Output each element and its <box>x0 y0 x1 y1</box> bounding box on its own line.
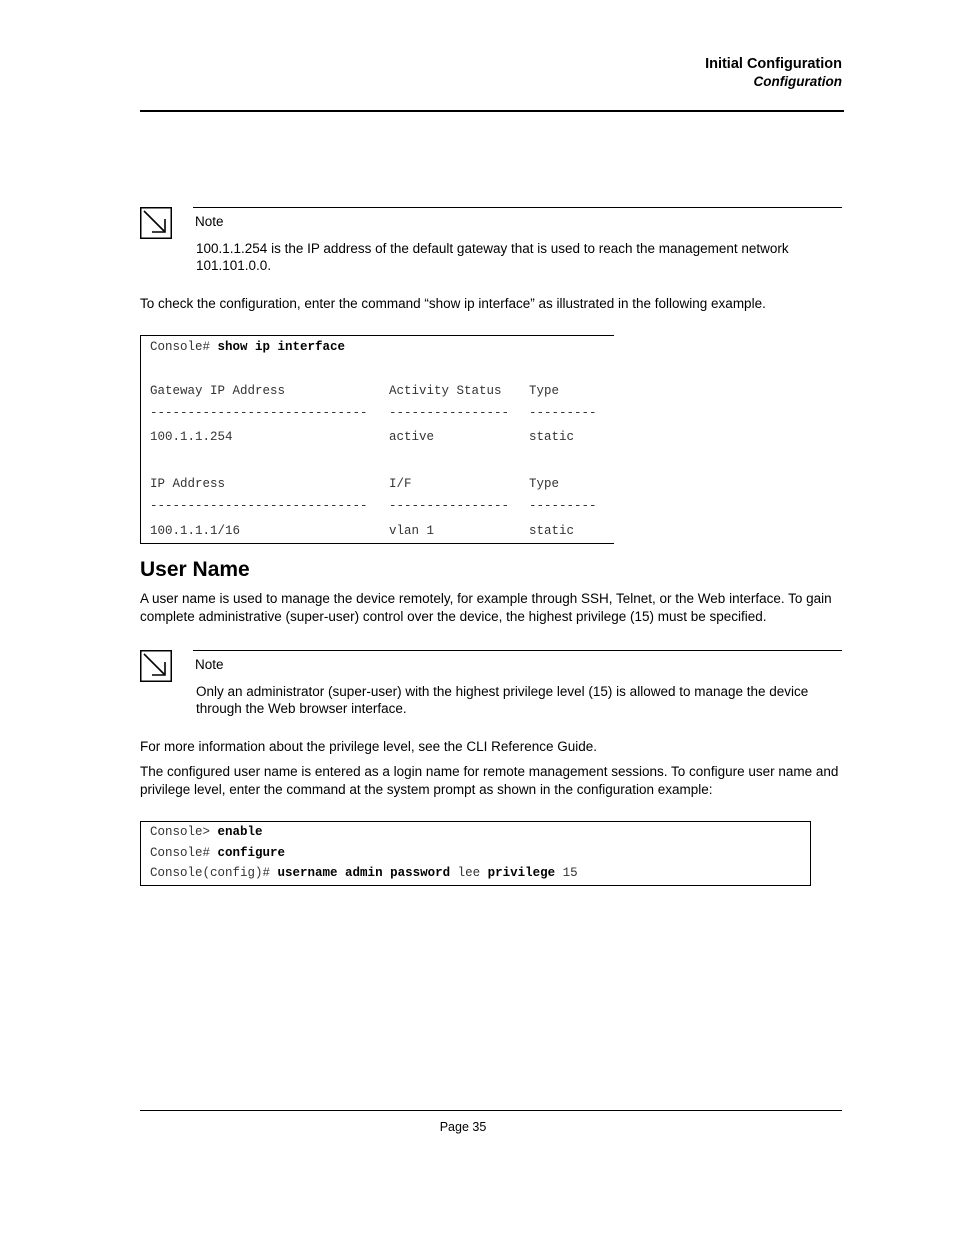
table1-dashes-gateway: ----------------------------- <box>150 406 368 420</box>
code-prompt: Console(config)# <box>150 866 271 880</box>
footer-rule <box>140 1110 842 1111</box>
note-icon <box>140 207 172 239</box>
note-label: Note <box>195 657 224 672</box>
note-text: 100.1.1.254 is the IP address of the default gateway that is used to reach the management network 101.101.0.0. <box>196 241 789 273</box>
note-rule <box>193 650 842 651</box>
paragraph-configure-user: The configured user name is entered as a login name for remote management sessions. To configure user name and privilege level, enter the command at the system prompt as shown in the configuration example: <box>140 764 839 797</box>
code-line-command <box>150 340 345 354</box>
code-line-enable <box>150 825 263 839</box>
paragraph-more-info: For more information about the privilege level, see the CLI Reference Guide. <box>140 739 597 754</box>
table2-dashes-type: --------- <box>529 499 597 513</box>
table2-header-type: Type <box>529 477 560 491</box>
table2-header-if: I/F <box>389 477 412 491</box>
code-block-username <box>140 821 811 886</box>
code-line-username <box>150 866 578 880</box>
table2-header-ip: IP Address <box>150 477 226 491</box>
note-box-gateway <box>140 207 842 277</box>
code-argument: lee <box>457 866 481 880</box>
note-icon <box>140 650 172 682</box>
code-line-configure <box>150 846 285 860</box>
paragraph-user-name-intro: A user name is used to manage the device remotely, for example through SSH, Telnet, or the Web interface. To gain complete administrative (super-user) control over the device, the highest privilege (15) must be specified. <box>140 591 832 624</box>
code-keyword: username admin password <box>277 866 451 880</box>
note-rule <box>193 207 842 208</box>
table2-dashes-ip: ----------------------------- <box>150 499 368 513</box>
header-subtitle: Configuration <box>753 74 842 89</box>
header-title: Initial Configuration <box>705 56 842 72</box>
table1-dashes-type: --------- <box>529 406 597 420</box>
table1-header-type: Type <box>529 384 560 398</box>
code-block-show-ip <box>140 335 614 544</box>
table1-header-gateway: Gateway IP Address <box>150 384 286 398</box>
code-command: configure <box>217 846 286 860</box>
code-prompt: Console> <box>150 825 211 839</box>
table1-cell-gateway: 100.1.1.254 <box>150 430 233 444</box>
note-text: Only an administrator (super-user) with the highest privilege level (15) is allowed to manage the device through the Web browser interface. <box>196 684 809 716</box>
code-keyword: privilege <box>487 866 556 880</box>
running-header <box>705 55 842 90</box>
code-argument: 15 <box>562 866 578 880</box>
table1-cell-type: static <box>529 430 575 444</box>
table1-dashes-status: ---------------- <box>389 406 510 420</box>
table2-cell-if: vlan 1 <box>389 524 435 538</box>
code-prompt: Console# <box>150 340 211 354</box>
table2-dashes-if: ---------------- <box>389 499 510 513</box>
table1-header-status: Activity Status <box>389 384 502 398</box>
table2-cell-type: static <box>529 524 575 538</box>
table2-cell-ip: 100.1.1.1/16 <box>150 524 241 538</box>
section-title-user-name: User Name <box>140 558 250 581</box>
page-number: Page 35 <box>439 1120 487 1134</box>
note-label: Note <box>195 214 224 229</box>
table1-cell-status: active <box>389 430 435 444</box>
header-rule <box>140 110 844 112</box>
note-box-admin <box>140 650 842 720</box>
code-prompt: Console# <box>150 846 211 860</box>
paragraph-check-config: To check the configuration, enter the command “show ip interface” as illustrated in the following example. <box>140 296 766 311</box>
code-command: show ip interface <box>217 340 346 354</box>
code-command: enable <box>217 825 263 839</box>
